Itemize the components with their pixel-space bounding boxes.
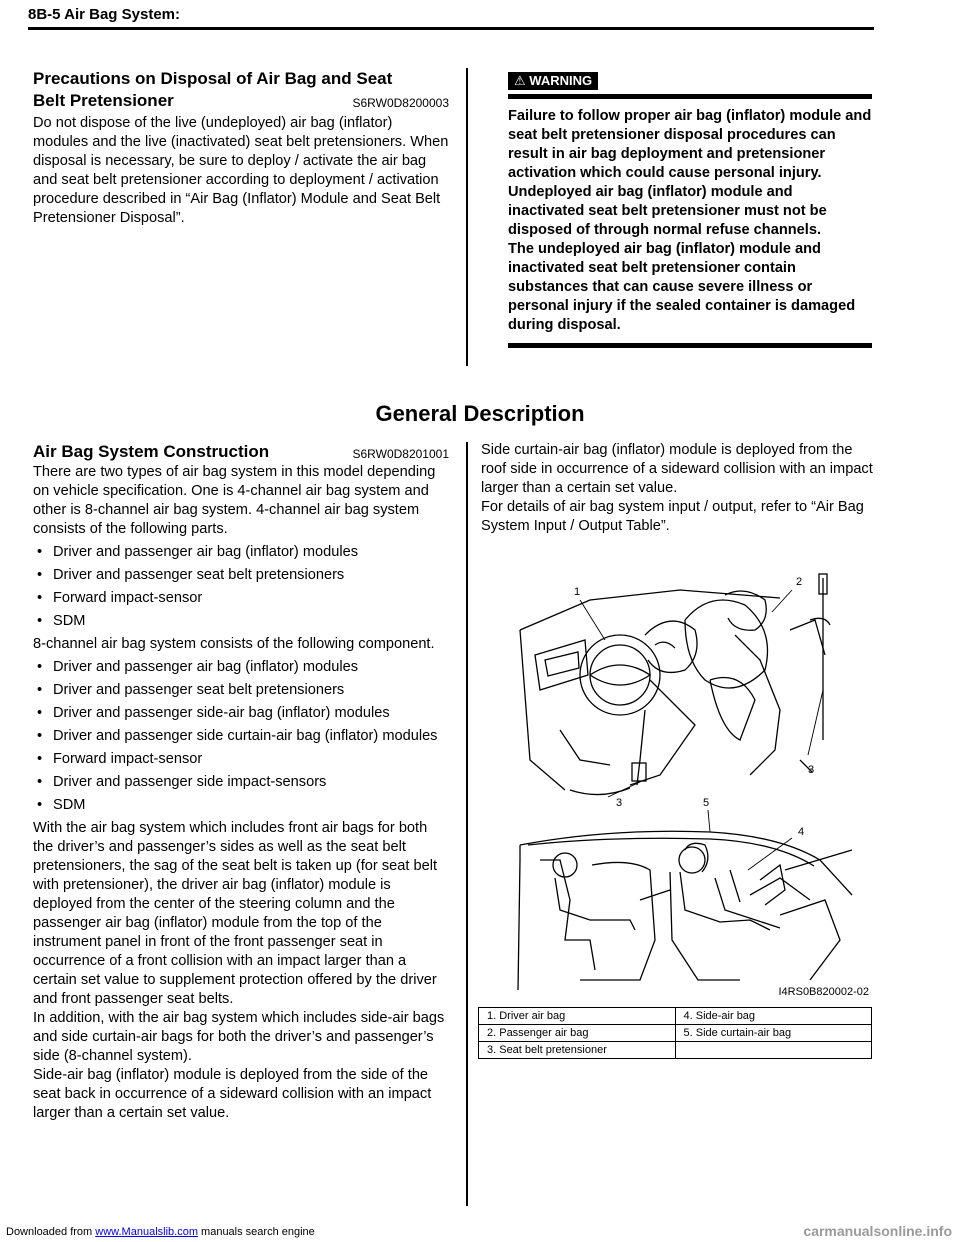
list-8-channel: [33, 658, 449, 815]
precautions-body: Do not dispose of the live (undeployed) air bag (inflator) modules and the live (inactivated) seat belt pretensioners. When disposal is necessary, be sure to deploy / activate the air bag and seat belt pretensioner according to deployment / activation procedure described in “Air Bag (Inflator) Module and Seat Belt Pretensioner Disposal”.: [33, 115, 449, 226]
header-rule: [28, 27, 874, 30]
warning-badge: [508, 72, 598, 90]
list-item: • SDM: [33, 612, 449, 631]
construction-heading-wrap: [33, 441, 449, 463]
legend-cell: 3. Seat belt pretensioner: [479, 1042, 676, 1059]
airbag-illustration: [480, 560, 872, 1000]
warning-top-bar: [508, 94, 872, 99]
construction-right-1: Side curtain-air bag (inflator) module is deployed from the roof side in occurrence of a sideward collision with an impact larger than a certain set value.: [481, 442, 873, 496]
legend-cell: 1. Driver air bag: [479, 1008, 676, 1025]
manualslib-link[interactable]: www.Manualslib.com: [95, 1226, 198, 1238]
side-view-drawing: [518, 831, 852, 990]
list-item: • Driver and passenger seat belt pretensioners: [33, 681, 449, 700]
figure-label: I4RS0B820002-02: [778, 986, 869, 998]
warning-triangle-icon: ⚠: [514, 73, 530, 88]
construction-mid: 8-channel air bag system consists of the following component.: [33, 636, 435, 652]
construction-right-2: For details of air bag system input / output, refer to “Air Bag System Input / Output Table”.: [481, 499, 864, 534]
list-item: • Driver and passenger air bag (inflator) modules: [33, 658, 449, 677]
precautions-heading-line2: Belt Pretensioner: [33, 91, 174, 110]
list-item: • SDM: [33, 796, 449, 815]
list-4-channel: [33, 543, 449, 631]
list-item: • Driver and passenger side-air bag (inflator) modules: [33, 704, 449, 723]
warning-head: [508, 72, 872, 90]
list-item: • Driver and passenger air bag (inflator) modules: [33, 543, 449, 562]
precautions-code: S6RW0D8200003: [352, 96, 449, 110]
construction-body-2: In addition, with the air bag system which includes side-air bags and side curtain-air bags for both the driver’s and passenger’s side (8-channel system).: [33, 1010, 445, 1064]
list-item: • Driver and passenger side impact-sensors: [33, 773, 449, 792]
precautions-heading-wrap: [33, 68, 449, 112]
list-item: • Driver and passenger seat belt pretensioners: [33, 566, 449, 585]
watermark: carmanualsonline.info: [803, 1223, 952, 1239]
list-item: • Forward impact-sensor: [33, 589, 449, 608]
callout-1: 1: [574, 586, 581, 598]
front-view-drawing: [520, 574, 830, 795]
legend-cell: 4. Side-air bag: [675, 1008, 872, 1025]
construction-right-text: [481, 441, 873, 536]
warning-bottom-bar: [508, 343, 872, 348]
callout-4: 4: [798, 826, 805, 838]
legend-cell: 5. Side curtain-air bag: [675, 1025, 872, 1042]
construction-body-3: Side-air bag (inflator) module is deployed from the side of the seat back in occurrence of a sideward collision with an impact larger than a certain set value.: [33, 1067, 432, 1121]
page-header: 8B-5 Air Bag System:: [28, 6, 180, 23]
callout-5: 5: [703, 797, 710, 809]
callout-3-left: 3: [616, 797, 623, 809]
legend-cell: 2. Passenger air bag: [479, 1025, 676, 1042]
precautions-heading-line1: Precautions on Disposal of Air Bag and Seat: [33, 69, 393, 88]
column-divider-top: [466, 68, 468, 366]
callout-3-right: 3: [808, 764, 815, 776]
warning-box: [508, 72, 872, 348]
airbag-figure: [480, 560, 872, 1000]
warning-text-1: Failure to follow proper air bag (inflator) module and seat belt pretensioner disposal procedures can result in air bag deployment and pretensioner activation which could cause personal injury. Undeployed air bag (inflator) module and inactivated seat belt pretensioner must not be disposed of through normal refuse channels.: [508, 108, 872, 238]
construction-body-1: With the air bag system which includes front air bags for both the driver’s and passenger’s sides as well as the seat belt pretensioners, the sag of the seat belt is taken up (for seat belt with pretensioner), the driver air bag (inflator) module is deployed from the center of the steering column and the passenger air bag (inflator) module from the top of the instrument panel in front of the front passenger seat in occurrence of a front collision with an impact larger than a certain set value to supplement protection offered by the driver and front passenger seat belts.: [33, 820, 438, 1007]
footer: [6, 1226, 315, 1238]
warning-badge-label: WARNING: [529, 73, 593, 88]
list-item: • Forward impact-sensor: [33, 750, 449, 769]
footer-suffix: manuals search engine: [197, 1226, 315, 1238]
callout-2: 2: [796, 576, 803, 588]
construction-intro: There are two types of air bag system in this model depending on vehicle specification. One is 4-channel air bag system and other is 8-channel air bag system. 4-channel air bag system consists of the following parts.: [33, 464, 436, 537]
table-row: [479, 1025, 872, 1042]
construction-section: [33, 441, 449, 1123]
warning-text-2: The undeployed air bag (inflator) module and inactivated seat belt pretensioner contain substances that can cause severe illness or personal injury if the sealed container is damaged during disposal.: [508, 241, 856, 333]
table-row: [479, 1008, 872, 1025]
construction-heading: Air Bag System Construction: [33, 442, 270, 461]
footer-prefix: Downloaded from: [6, 1226, 96, 1238]
legend-cell: [675, 1042, 872, 1059]
column-divider-bottom: [466, 442, 468, 1206]
general-description-title: General Description: [375, 401, 585, 426]
construction-code: S6RW0D8201001: [352, 447, 449, 461]
list-item: • Driver and passenger side curtain-air bag (inflator) modules: [33, 727, 449, 746]
figure-legend-table: [478, 1007, 872, 1059]
table-row: [479, 1042, 872, 1059]
precautions-section: [33, 68, 449, 228]
